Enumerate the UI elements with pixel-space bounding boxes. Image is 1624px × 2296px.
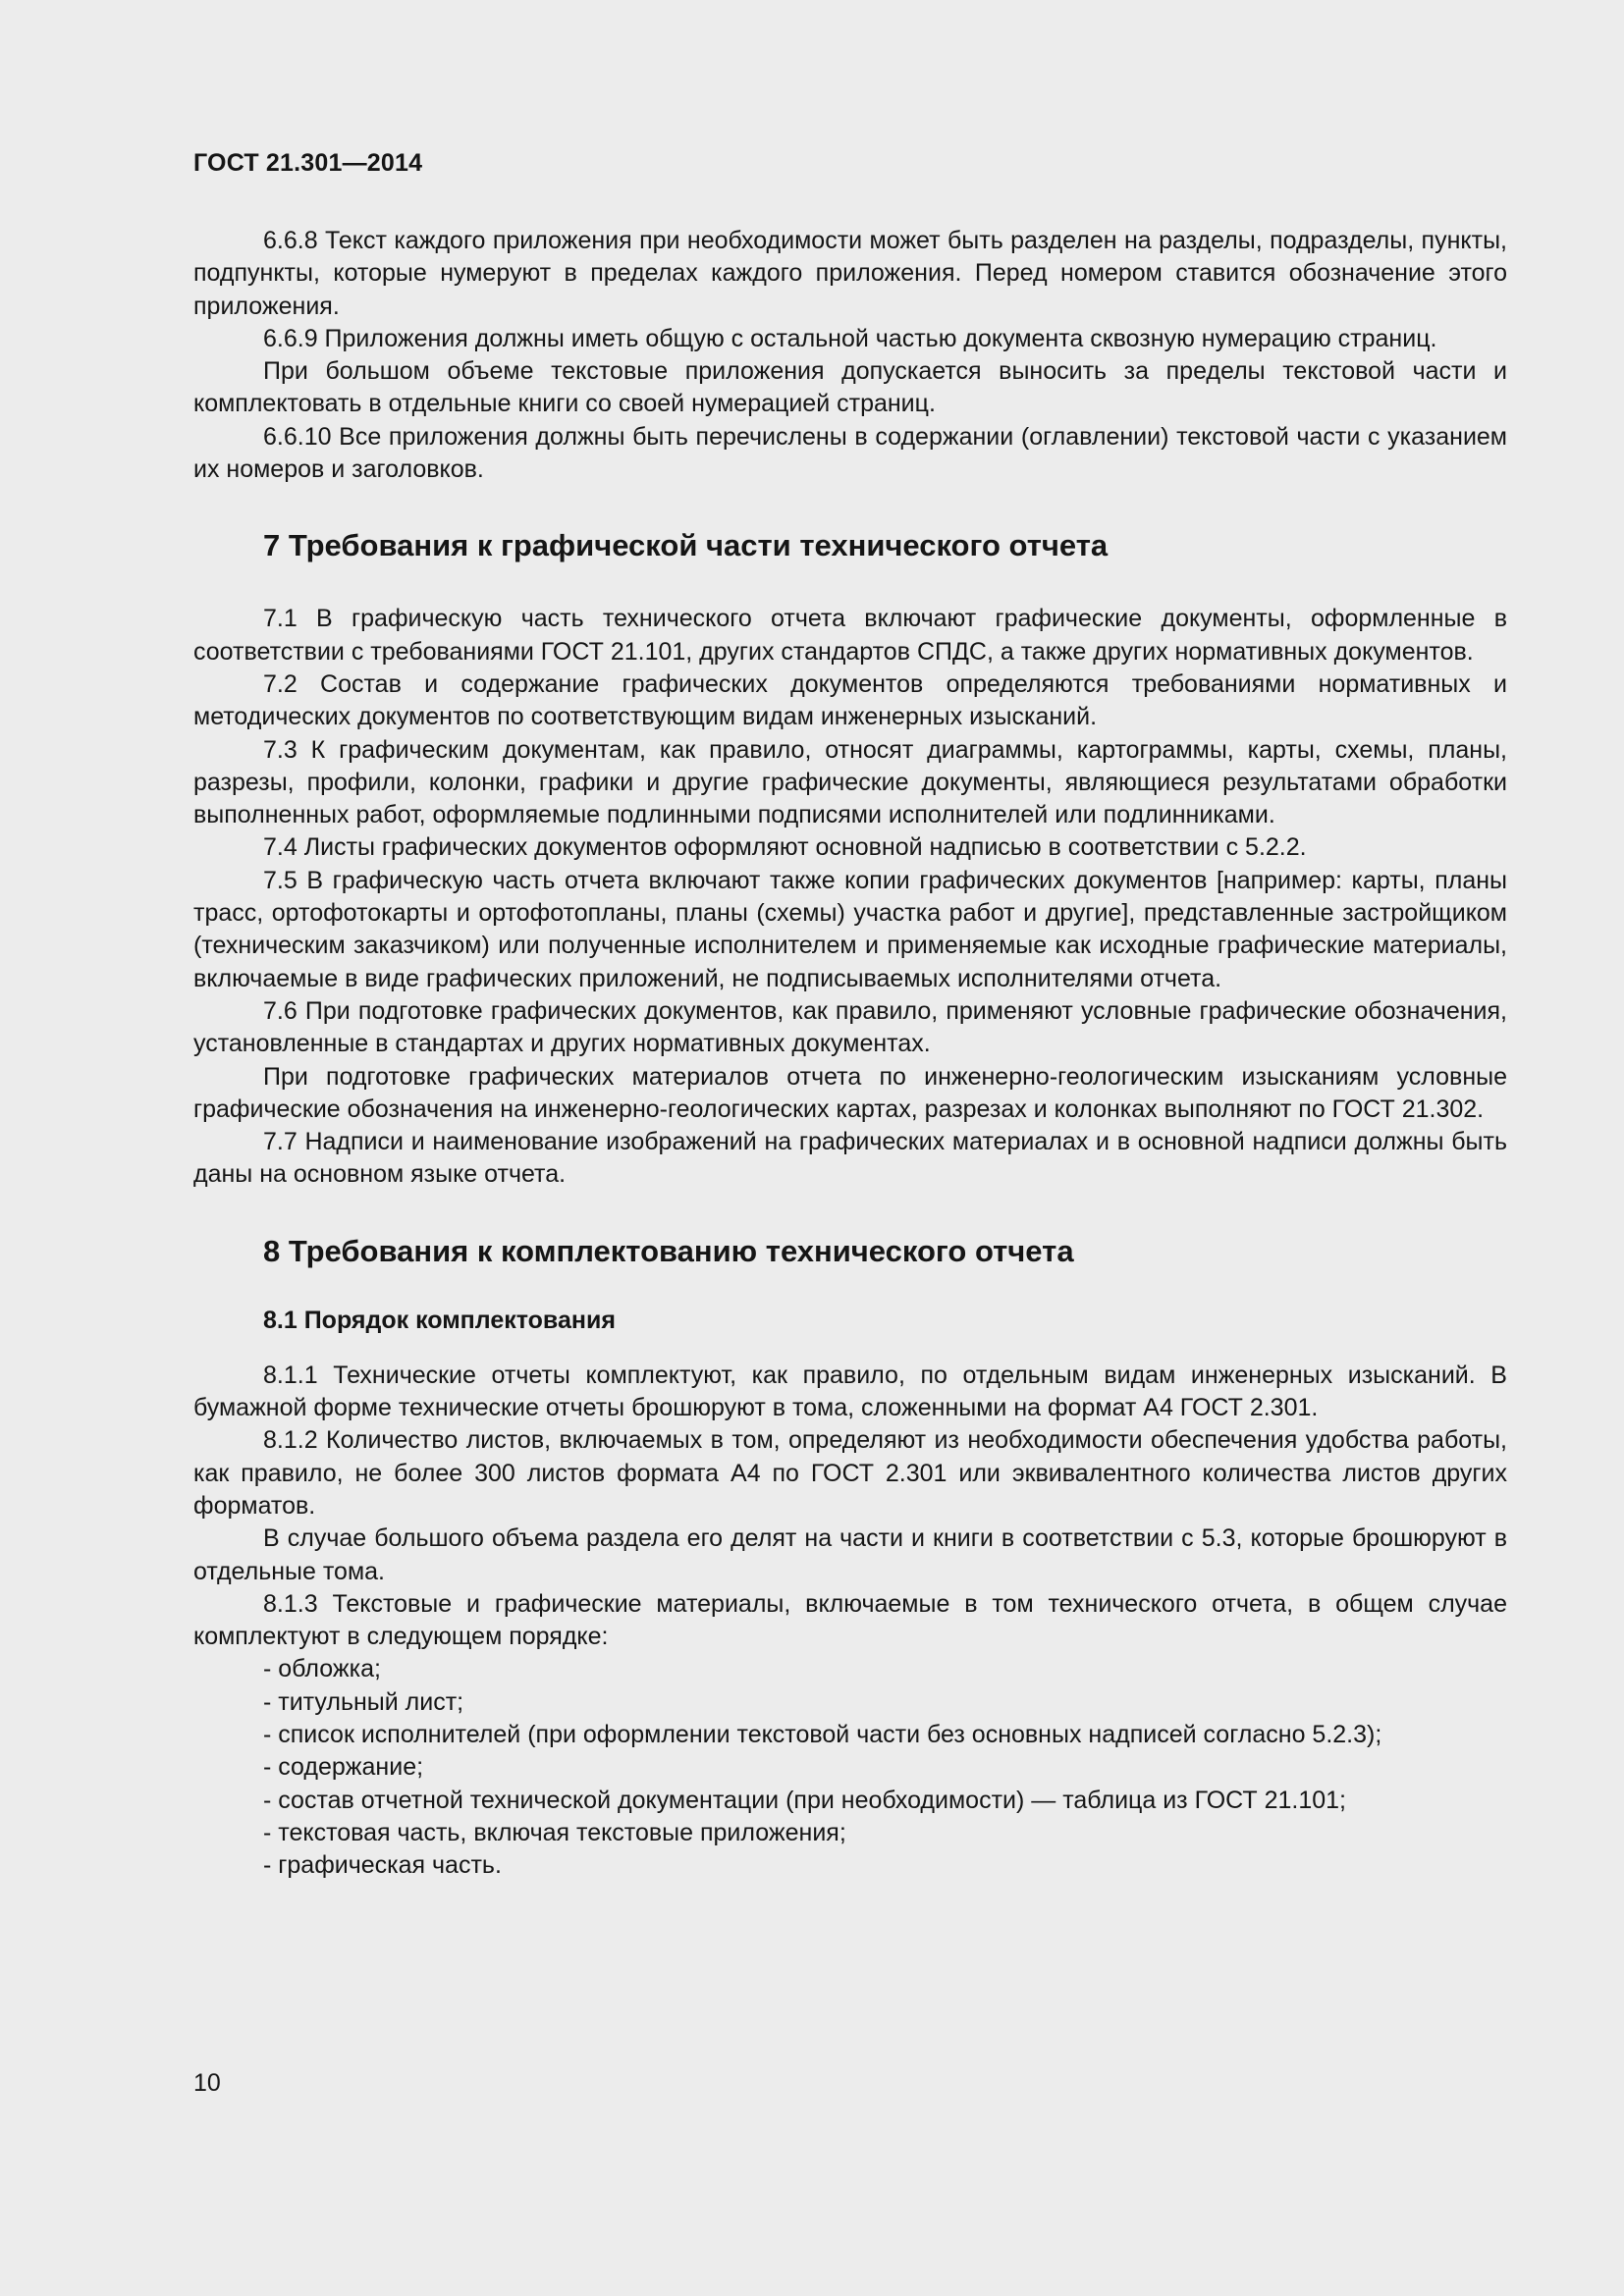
paragraph-6-6-8: 6.6.8 Текст каждого приложения при необходимости может быть разделен на разделы, подразделы, пункты, подпункты, которые нумеруют в пределах каждого приложения. Перед номером ставится обозначение этого приложения. [193,227,1507,320]
paragraph-8-1-2-continued: В случае большого объема раздела его делят на части и книги в соответствии с 5.3, которые брошюруют в отдельные тома. [193,1524,1507,1585]
paragraph-8-1-1: 8.1.1 Технические отчеты комплектуют, как правило, по отдельным видам инженерных изысканий. В бумажной форме технические отчеты брошюруют в тома, сложенными на формат А4 ГОСТ 2.301. [193,1361,1507,1422]
paragraph-7-3: 7.3 К графическим документам, как правило, относят диаграммы, картограммы, карты, схемы, планы, разрезы, профили, колонки, графики и другие графические документы, являющиеся результатами обработки выполненных работ, оформляемые подлинными подписями исполнителей или подлинниками. [193,735,1507,829]
paragraph-8-1-3: 8.1.3 Текстовые и графические материалы, включаемые в том технического отчета, в общем случае комплектуют в следующем порядке: [193,1589,1507,1651]
paragraph-7-7: 7.7 Надписи и наименование изображений на графических материалах и в основной надписи должны быть даны на основном языке отчета. [193,1128,1507,1189]
document-body [193,225,1507,1882]
paragraph-7-4: 7.4 Листы графических документов оформляют основной надписью в соответствии с 5.2.2. [263,833,1307,862]
paragraph-7-1: 7.1 В графическую часть технического отчета включают графические документы, оформленные в соответствии с требованиями ГОСТ 21.101, других стандартов СПДС, а также других нормативных документов. [193,605,1507,666]
assembly-order-list [193,1653,1507,1882]
paragraph-7-2: 7.2 Состав и содержание графических документов определяются требованиями нормативных и методических документов по соответствующим видам инженерных изысканий. [193,669,1507,731]
list-item: - графическая часть. [263,1851,502,1880]
list-item: - текстовая часть, включая текстовые приложения; [263,1818,846,1846]
paragraph-7-6: 7.6 При подготовке графических документов, как правило, применяют условные графические обозначения, установленные в стандартах и других нормативных документах. [193,996,1507,1058]
document-code-header: ГОСТ 21.301—2014 [193,149,423,177]
paragraph-6-6-9: 6.6.9 Приложения должны иметь общую с остальной частью документа сквозную нумерацию страниц. [263,324,1437,352]
section-7-heading: 7 Требования к графической части технического отчета [263,528,1109,563]
paragraph-6-6-10: 6.6.10 Все приложения должны быть перечислены в содержании (оглавлении) текстовой части с указанием их номеров и заголовков. [193,422,1507,484]
paragraph-7-6-continued: При подготовке графических материалов отчета по инженерно-геологическим изысканиям условные графические обозначения на инженерно-геологических картах, разрезах и колонках выполняют по ГОСТ 21.302. [193,1062,1507,1123]
list-item: - содержание; [263,1753,424,1782]
section-8-heading: 8 Требования к комплектованию технического отчета [263,1233,1074,1268]
list-item: - титульный лист; [263,1687,464,1716]
subsection-8-1-heading: 8.1 Порядок комплектования [263,1306,616,1334]
page-number: 10 [193,2069,221,2097]
paragraph-6-6-9-continued: При большом объеме текстовые приложения допускается выносить за пределы текстовой части и комплектовать в отдельные книги со своей нумерацией страниц. [193,357,1507,418]
paragraph-8-1-2: 8.1.2 Количество листов, включаемых в том, определяют из необходимости обеспечения удобства работы, как правило, не более 300 листов формата А4 по ГОСТ 2.301 или эквивалентного количества листов других форматов. [193,1426,1507,1520]
list-item: - список исполнителей (при оформлении текстовой части без основных надписей согласно 5.2.3); [263,1720,1382,1748]
list-item: - обложка; [263,1655,381,1683]
paragraph-7-5: 7.5 В графическую часть отчета включают также копии графических документов [например: карты, планы трасс, ортофотокарты и ортофотопланы, планы (схемы) участка работ и другие], представленные застройщиком (техническим заказчиком) или полученные исполнителем и применяемые как исходные графические материалы, включаемые в виде графических приложений, не подписываемых исполнителями отчета. [193,866,1507,992]
list-item: - состав отчетной технической документации (при необходимости) — таблица из ГОСТ 21.101; [263,1786,1347,1814]
